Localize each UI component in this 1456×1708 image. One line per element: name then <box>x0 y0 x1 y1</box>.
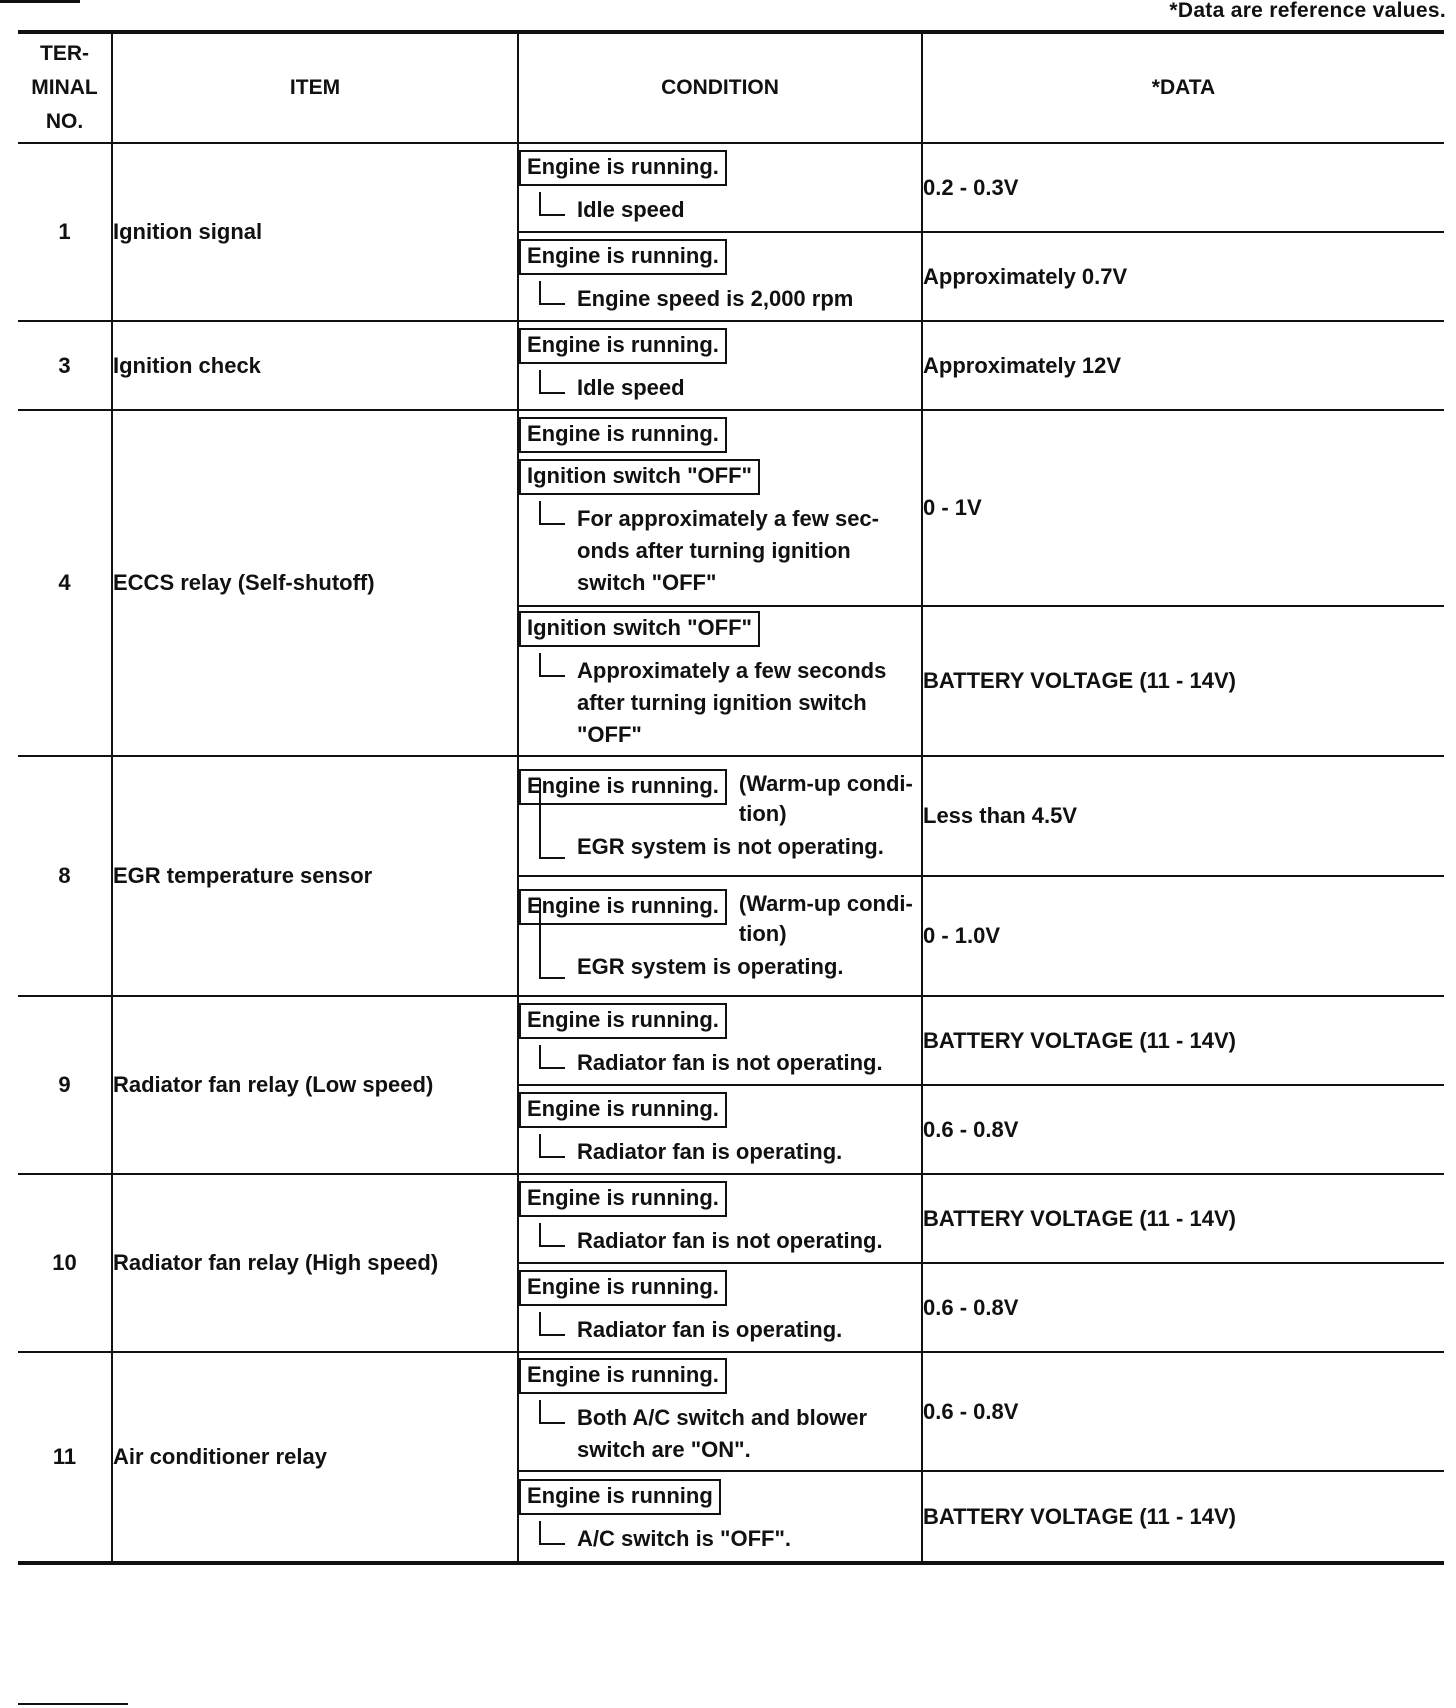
condition-note: (Warm-up condi- tion) <box>738 891 913 946</box>
header-item: ITEM <box>112 32 518 143</box>
terminal-no: 1 <box>18 143 112 321</box>
condition-cell <box>518 756 922 876</box>
condition-detail: Idle speed <box>577 374 685 400</box>
branch-connector <box>539 192 565 216</box>
data-value: BATTERY VOLTAGE (11 - 14V) <box>922 1174 1444 1263</box>
item-name: Ignition signal <box>112 143 518 321</box>
data-value: BATTERY VOLTAGE (11 - 14V) <box>922 1471 1444 1563</box>
data-value: 0 - 1.0V <box>922 876 1444 996</box>
branch-connector <box>539 1134 565 1158</box>
condition-box: Engine is running <box>519 1479 721 1515</box>
condition-detail: EGR system is operating. <box>577 954 844 979</box>
data-value: BATTERY VOLTAGE (11 - 14V) <box>922 996 1444 1085</box>
table-row <box>18 321 1444 410</box>
branch-connector <box>539 899 565 979</box>
condition-detail: Both A/C switch and blower switch are "ON". <box>577 1404 868 1462</box>
item-name: Radiator fan relay (High speed) <box>112 1174 518 1352</box>
branch-connector <box>539 1223 565 1247</box>
branch-connector <box>539 281 565 305</box>
data-value: 0.2 - 0.3V <box>922 143 1444 232</box>
condition-box: Ignition switch "OFF" <box>519 611 760 647</box>
header-row <box>18 32 1444 143</box>
item-name: EGR temperature sensor <box>112 756 518 996</box>
terminal-spec-table <box>18 30 1444 1565</box>
header-condition: CONDITION <box>518 32 922 143</box>
condition-box: Engine is running. <box>519 769 727 805</box>
item-name: Radiator fan relay (Low speed) <box>112 996 518 1174</box>
table-row <box>18 1174 1444 1263</box>
condition-detail: EGR system is not operating. <box>577 834 884 859</box>
condition-box: Engine is running. <box>519 1270 727 1306</box>
condition-cell <box>518 996 922 1085</box>
condition-cell <box>518 606 922 756</box>
condition-detail: Radiator fan is not operating. <box>577 1049 883 1075</box>
terminal-no: 8 <box>18 756 112 996</box>
data-value: Less than 4.5V <box>922 756 1444 876</box>
condition-box: Engine is running. <box>519 1358 727 1394</box>
condition-cell <box>518 321 922 410</box>
data-value: BATTERY VOLTAGE (11 - 14V) <box>922 606 1444 756</box>
branch-connector <box>539 1045 565 1069</box>
condition-cell <box>518 232 922 321</box>
condition-cell <box>518 143 922 232</box>
condition-note: (Warm-up condi- tion) <box>738 771 913 826</box>
branch-connector <box>539 501 565 525</box>
condition-detail: Radiator fan is operating. <box>577 1138 843 1164</box>
condition-box: Engine is running. <box>519 328 727 364</box>
condition-detail: Idle speed <box>577 196 685 222</box>
condition-cell <box>518 1352 922 1471</box>
header-data: *DATA <box>922 32 1444 143</box>
data-value: 0.6 - 0.8V <box>922 1263 1444 1352</box>
header-terminal-line3: NO. <box>45 110 84 133</box>
item-name: Air conditioner relay <box>112 1352 518 1563</box>
header-terminal-line2: MINAL <box>31 76 98 99</box>
table-row <box>18 756 1444 876</box>
data-value: Approximately 12V <box>922 321 1444 410</box>
branch-connector <box>539 1400 565 1424</box>
branch-connector <box>539 1312 565 1336</box>
data-value: 0 - 1V <box>922 410 1444 606</box>
terminal-no: 11 <box>18 1352 112 1563</box>
branch-connector <box>539 370 565 394</box>
branch-connector <box>539 779 565 859</box>
condition-cell <box>518 876 922 996</box>
condition-box: Engine is running. <box>519 417 727 453</box>
data-value: Approximately 0.7V <box>922 232 1444 321</box>
top-rule <box>0 0 80 3</box>
table-row <box>18 410 1444 606</box>
terminal-no: 3 <box>18 321 112 410</box>
terminal-no: 4 <box>18 410 112 756</box>
item-name: ECCS relay (Self-shutoff) <box>112 410 518 756</box>
table-row <box>18 996 1444 1085</box>
terminal-no: 9 <box>18 996 112 1174</box>
item-name: Ignition check <box>112 321 518 410</box>
condition-box-secondary: Ignition switch "OFF" <box>519 459 760 495</box>
data-value: 0.6 - 0.8V <box>922 1085 1444 1174</box>
condition-cell <box>518 1174 922 1263</box>
condition-box: Engine is running. <box>519 1181 727 1217</box>
condition-box: Engine is running. <box>519 1003 727 1039</box>
reference-note: *Data are reference values. <box>1169 0 1446 22</box>
condition-cell <box>518 1263 922 1352</box>
bottom-rule <box>18 1703 128 1705</box>
condition-box: Engine is running. <box>519 1092 727 1128</box>
condition-detail: Engine speed is 2,000 rpm <box>577 285 854 311</box>
condition-cell <box>518 410 922 606</box>
branch-connector <box>539 1521 565 1545</box>
condition-detail: Radiator fan is operating. <box>577 1316 843 1342</box>
condition-detail: For approximately a few sec- onds after turning ignition switch "OFF" <box>577 506 879 595</box>
terminal-no: 10 <box>18 1174 112 1352</box>
table-row <box>18 1352 1444 1471</box>
data-value: 0.6 - 0.8V <box>922 1352 1444 1471</box>
condition-box: Engine is running. <box>519 239 727 275</box>
table-row <box>18 143 1444 232</box>
condition-detail: Radiator fan is not operating. <box>577 1227 883 1253</box>
condition-detail: Approximately a few seconds after turning ignition switch "OFF" <box>577 658 887 747</box>
header-terminal-line1: TER- <box>40 42 89 65</box>
condition-box: Engine is running. <box>519 889 727 925</box>
branch-connector <box>539 653 565 677</box>
condition-detail: A/C switch is "OFF". <box>577 1525 791 1551</box>
condition-cell <box>518 1085 922 1174</box>
header-terminal <box>18 32 112 143</box>
condition-cell <box>518 1471 922 1563</box>
condition-box: Engine is running. <box>519 150 727 186</box>
